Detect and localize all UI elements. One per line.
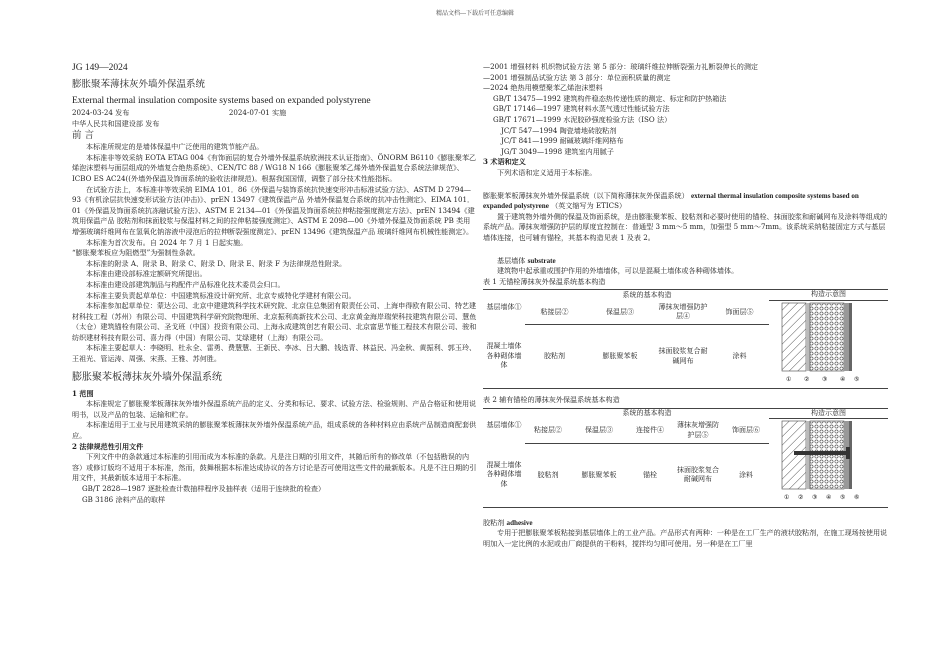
foreword-paragraph: 本标准的附录 A、附录 B、附录 C、附录 D、附录 E、附录 F 为法律规范性附录。 <box>86 258 347 268</box>
title-cn: 膨胀聚苯薄抹灰外墙外保温系统 <box>72 79 206 90</box>
table-cell: 涂料 <box>710 325 769 389</box>
reference-item: GB/T 17146—1997 建筑材料水蒸气透过性能试验方法 <box>493 104 670 114</box>
foreword-paragraph: 本标准主要负责起草单位：中国建筑标准设计研究所、北京专威特化学建材有限公司。 <box>86 290 356 300</box>
reference-item: GB/T 2828—1987 逐批检查计数抽样程序及抽样表（适用于连续批的检查） <box>82 484 326 493</box>
reference-item: GB 3186 涂料产品的取样 <box>82 494 166 504</box>
table-column-header: 薄抹灰增强防护层④ <box>656 300 710 325</box>
table-cell: 抹面胶浆复合耐碱网布 <box>656 325 710 389</box>
diagram-label: ⑤ <box>839 494 845 502</box>
table-cell: 胶粘剂 <box>525 443 571 507</box>
table-2-caption: 表 2 辅有锚栓的薄抹灰外保温系统基本构造 <box>483 395 620 405</box>
table-header-base: 基层墙体① <box>483 408 525 443</box>
reference-item: JC/T 841—1999 耐碱玻璃纤维网格布 <box>501 136 624 146</box>
table-column-header: 饰面层⑥ <box>723 419 769 444</box>
reference-item: —2001 增强制品试验方法 第 3 部分：单位面积质量的测定 <box>483 72 671 82</box>
title-en: External thermal insulation composite systems based on expanded polystyrene <box>72 96 371 106</box>
issue-date: 2024-03-24 发布 <box>72 108 130 117</box>
right-column <box>483 62 888 550</box>
reference-item: GB/T 13475—1992 建筑构件稳态热传递性质的测定、标定和防护热箱法 <box>493 93 727 103</box>
table-column-header: 粘接层② <box>525 419 571 444</box>
table-header-diagram: 构造示意图 <box>769 408 888 419</box>
table-column-header: 保温层③ <box>571 419 627 444</box>
foreword-title: 前 言 <box>72 130 95 142</box>
diagram-label: ④ <box>839 375 845 383</box>
page-header: 精品文档---下载后可任意编辑 <box>435 10 515 17</box>
definition-body: 专用于把膨胀聚苯板粘接到基层墙体上的工业产品。产品形式有两种：一种是在工厂生产的液状胶粘剂，在施工现场按使用说明加入一定比例的水泥或由厂商提供的干粉料，搅拌均匀即可使用。另一种是在工厂里 <box>483 528 888 549</box>
standard-number: JG 149—2024 <box>72 63 128 73</box>
foreword-body <box>72 142 477 364</box>
diagram-label: ① <box>783 494 789 502</box>
table-header-base: 基层墙体① <box>483 290 525 325</box>
date-row <box>72 108 477 119</box>
diagram-label: ⑥ <box>853 494 859 502</box>
scope-paragraph: 本标准适用于工业与民用建筑采纳的膨胀聚苯板薄抹灰外墙外保温系统产品，组成系统的各种材料应由系统产品制造商配套供应。 <box>72 420 477 441</box>
reference-item: JG/T 3049—1998 建筑室内用腻子 <box>501 146 614 156</box>
left-column <box>72 62 477 505</box>
foreword-paragraph: 本标准非等效采纳 EOTA ETAG 004《有饰面层的复合外墙外保温系统欧洲技术认证指南》、ÖNORM B6110《膨胀聚苯乙烯泡沫塑料与面层组成的外墙复合绝热系统》、CEN/TC 88 / WG18 N 166《膨胀聚苯乙烯外墙外保温复合系统法律规范》、ICBO ES AC24((外墙外保温及饰面系统的验收法律规范)。根据我国国情，调整了部分技术性能指标。 <box>72 152 477 183</box>
table-cell: 胶粘剂 <box>525 325 584 389</box>
diagram-label: ③ <box>811 494 817 502</box>
table-column-header: 连接件④ <box>627 419 673 444</box>
scope-heading: 1 范围 <box>72 388 94 398</box>
definition-abbreviation: （英文缩写为 ETICS） <box>551 201 627 211</box>
foreword-paragraph: 在试验方法上，本标准非等效采纳 EIMA 101．86《外保温与装饰系统抗快速变形冲击标准试验方法》、ASTM D 2794—93《有机涂层抗快速变形试验方法(冲击)》、prEN 13497《建筑保温产品 外墙外保温复合系统的抗冲击性测定》、EIMA 101．01《外保温及饰面系统抗冻融试验方法》、ASTM E 2134—01《外保温及饰面系统拉伸粘接强度测定方法》、prEN 13494《建筑用保温产品 胶粘剂和抹面胶浆与保温材料之间的拉伸粘接强度测定》、ASTM E 2098—00《外墙外保温及饰面系统 PB 类用增强玻璃纤维网布在氢氧化钠溶液中浸泡后的拉伸断裂强度测定》、prEN 13496《建筑保温产品 玻璃纤维网布机械性能测定》。 <box>72 184 475 236</box>
table-cell: 锚栓 <box>627 443 673 507</box>
implementation-date: 2024-07-01 实施 <box>228 108 287 117</box>
table-column-header: 保温层③ <box>584 300 656 325</box>
foreword-paragraph: 本标准为首次发布。自 2024 年 7 月 1 日起实施。 <box>86 237 248 247</box>
foreword-paragraph: “膨胀聚苯板应为阻燃型”为强制性条款。 <box>72 248 200 258</box>
foreword-paragraph: 本标准所规定的是墙体保温中广泛使用的建筑节能产品。 <box>86 142 264 152</box>
definition-adhesive <box>483 518 888 529</box>
issuer: 中华人民共和国建设部 发布 <box>72 118 160 128</box>
section-title: 膨胀聚苯板薄抹灰外墙外保温系统 <box>72 371 222 383</box>
foreword-paragraph: 本标准由建设部标准定额研究所提出。 <box>86 269 207 279</box>
table-column-header: 薄抹灰增强防护层⑤ <box>673 419 723 444</box>
construction-diagram-1 <box>774 301 884 385</box>
table-cell: 膨胀聚苯板 <box>584 325 656 389</box>
table-1 <box>483 289 888 389</box>
references-heading: 2 法律规范性引用文件 <box>72 441 144 451</box>
definition-term-cn: 膨胀聚苯板薄抹灰外墙外保温系统（以下简称薄抹灰外保温系统） <box>483 190 689 200</box>
definition-etics <box>483 191 888 212</box>
reference-item: JC/T 547—1994 陶瓷墙地砖胶粘剂 <box>501 125 617 135</box>
table-1-caption: 表 1 无锚栓薄抹灰外保温系统基本构造 <box>483 276 606 286</box>
foreword-paragraph: 本标准主要起草人：李晓明、杜永全、雷勇、费慧慧、王新民、李冰、吕大鹏、钱选青、林益民、冯金秋、黄振利、郭玉玲、王祖光、管运涛、周强、宋燕、王雅、苏何胜。 <box>72 343 477 364</box>
anchor-icon <box>794 451 849 455</box>
table-2 <box>483 408 888 508</box>
table-cell-base: 混凝土墙体各种砌体墙体 <box>483 325 525 389</box>
definition-body: 建筑物中起承重或围护作用的外墙墙体，可以是混凝土墙体或各种砌体墙体。 <box>497 266 739 276</box>
foreword-paragraph: 本标准由建设部建筑制品与构配件产品标准化技术委员会归口。 <box>86 279 285 289</box>
definition-term-en: adhesive <box>506 518 533 527</box>
definition-term-cn: 基层墙体 <box>497 255 526 265</box>
table-header-diagram: 构造示意图 <box>769 290 888 301</box>
diagram-label: ① <box>785 375 791 383</box>
diagram-label: ⑤ <box>853 375 859 383</box>
table-column-header: 粘接层② <box>525 300 584 325</box>
diagram-label: ② <box>797 494 803 502</box>
definition-term-cn: 胶粘剂 <box>483 517 505 527</box>
table-cell: 抹面胶浆复合耐碱网布 <box>673 443 723 507</box>
terms-heading: 3 术语和定义 <box>483 157 526 167</box>
table-header-group: 系统的基本构造 <box>525 408 769 419</box>
table-cell: 涂料 <box>723 443 769 507</box>
reference-item: GB/T 17671—1999 水泥胶砂强度检验方法（ISO 法） <box>493 114 672 124</box>
references-paragraph: 下列文件中的条款通过本标准的引用而成为本标准的条款。凡是注日期的引用文件，其随后所有的修改单（不包括勘误的内容）或修订版均不适用于本标准，然而，鼓舞根据本标准达成协议的各方讨论是否可使用这些文件的最新版本。凡是不注日期的引用文件，其最新版本适用于本标准。 <box>72 452 477 483</box>
reference-item: —2024 绝热用模塑聚苯乙烯泡沫塑料 <box>483 83 603 93</box>
table-header-group: 系统的基本构造 <box>525 290 769 301</box>
definition-term-en: substrate <box>527 256 556 265</box>
terms-intro: 下列术语和定义适用于本标准。 <box>497 167 597 177</box>
table-cell: 膨胀聚苯板 <box>571 443 627 507</box>
definition-body: 置于建筑物外墙外侧的保温及饰面系统，是由膨胀聚苯板、胶粘剂和必要时使用的锚栓、抹面胶浆和耐碱网布及涂料等组成的系统产品。薄抹灰增强防护层的厚度宜控制在：普通型 3 mm～5 mm，加强型 5 mm～7mm。该系统采纳粘接固定方式与基层墙体连接，也可辅有锚栓，其基本构造见表 1 及表 2。 <box>483 211 888 242</box>
definition-term-en: external thermal insulation composite systems based on expanded polystyrene <box>483 191 859 211</box>
scope-paragraph: 本标准规定了膨胀聚苯板薄抹灰外墙外保温系统产品的定义、分类和标记、要求、试验方法、检验规则、产品合格证和使用说明书，以及产品的包装、运输和贮存。 <box>72 399 477 419</box>
table-column-header: 饰面层⑤ <box>710 300 769 325</box>
diagram-label: ④ <box>825 494 831 502</box>
reference-item: —2001 增强材料 机织物试验方法 第 5 部分：玻璃纤维拉伸断裂强力礼断裂伸长的测定 <box>483 62 759 71</box>
diagram-label: ③ <box>821 375 827 383</box>
foreword-paragraph: 本标准参加起草单位：蒙达公司、北京中建建筑科学技术研究院、北京住总集团有限责任公司、上海申得欧有限公司、特艺建材科技工程（苏州）有限公司、中国建筑科学研究院物理所、北京振利高新技术公司、北京黄金海岸瑞荣科技建筑有限公司、慧鱼（太仓）建筑锚栓有限公司、圣戈班（中国）投资有限公司、上海永成建筑创艺有限公司、北京富思节能工程技术有限公司、骏和纺织建材科技有限公司、喜力得（中国）有限公司、艾绿建材（上海）有限公司。 <box>72 301 477 342</box>
diagram-label: ② <box>803 375 809 383</box>
definition-substrate <box>483 256 888 267</box>
construction-diagram-2 <box>774 419 884 503</box>
table-cell-base: 混凝土墙体各种砌体墙体 <box>483 443 525 507</box>
